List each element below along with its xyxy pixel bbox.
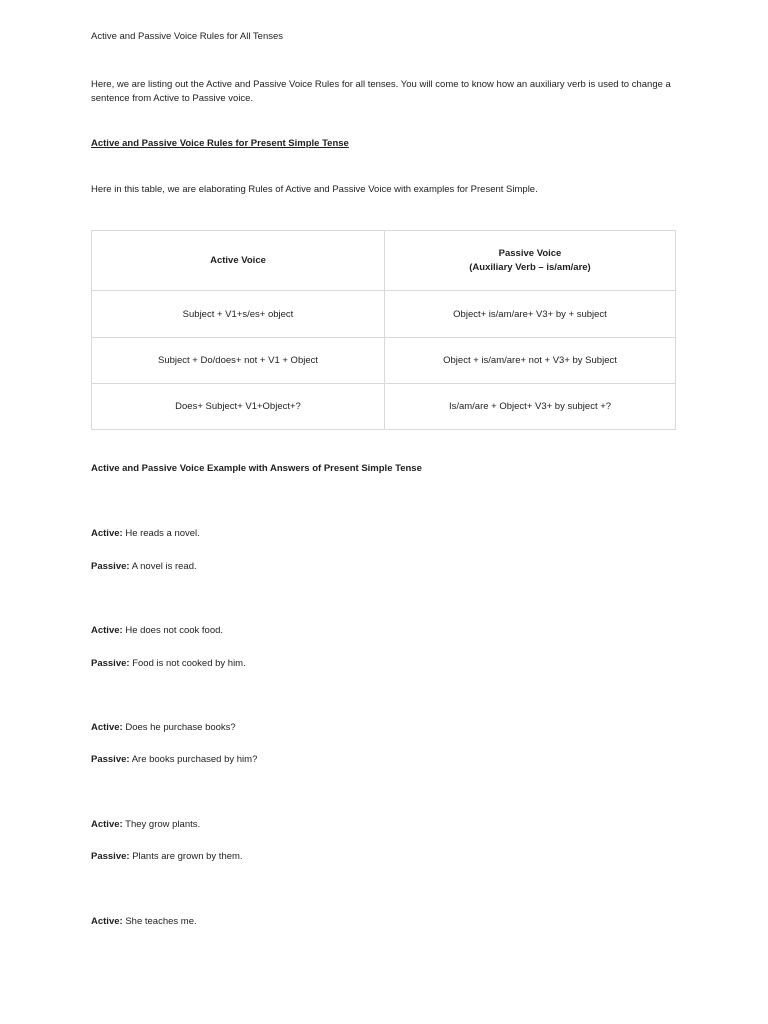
example-active-text: They grow plants. <box>125 819 201 830</box>
example-passive-text: Are books purchased by him? <box>131 754 258 765</box>
table-cell-active: Does+ Subject+ V1+Object+? <box>92 384 385 430</box>
example-active-line <box>91 625 223 636</box>
active-label: Active: <box>91 625 123 636</box>
intro-paragraph: Here, we are listing out the Active and Passive Voice Rules for all tenses. You will come to know how an auxiliary verb is used to change a sentence from Active to Passive voice. <box>91 79 671 104</box>
example-active-line <box>91 722 236 733</box>
table-cell-passive: Object + is/am/are+ not + V3+ by Subject <box>385 338 676 384</box>
example-passive-text: Plants are grown by them. <box>132 851 243 862</box>
active-label: Active: <box>91 819 123 830</box>
example-passive-text: Food is not cooked by him. <box>132 658 246 669</box>
example-passive-text: A novel is read. <box>131 561 197 572</box>
example-active-text: She teaches me. <box>125 916 197 927</box>
active-label: Active: <box>91 916 123 927</box>
document-title: Active and Passive Voice Rules for All Tenses <box>91 31 284 42</box>
table-cell-active: Subject + Do/does+ not + V1 + Object <box>92 338 385 384</box>
table-cell-active: Subject + V1+s/es+ object <box>92 291 385 338</box>
example-active-line <box>91 819 200 830</box>
example-active-line <box>91 916 197 927</box>
rules-table <box>91 230 676 430</box>
passive-label: Passive: <box>91 658 130 669</box>
passive-label: Passive: <box>91 561 130 572</box>
table-row <box>92 291 676 338</box>
active-label: Active: <box>91 528 123 539</box>
header-passive-subtitle: (Auxiliary Verb – is/am/are) <box>469 261 591 273</box>
example-active-line <box>91 528 200 539</box>
table-intro-paragraph: Here in this table, we are elaborating Rules of Active and Passive Voice with examples for Present Simple. <box>91 184 538 195</box>
active-label: Active: <box>91 722 123 733</box>
examples-heading: Active and Passive Voice Example with Answers of Present Simple Tense <box>91 463 422 474</box>
table-cell-passive: Is/am/are + Object+ V3+ by subject +? <box>385 384 676 430</box>
example-passive-line <box>91 754 257 765</box>
section-heading: Active and Passive Voice Rules for Present Simple Tense <box>91 138 349 149</box>
header-passive-title: Passive Voice <box>498 247 562 259</box>
table-row <box>92 384 676 430</box>
example-passive-line <box>91 561 197 572</box>
example-active-text: He reads a novel. <box>125 528 200 539</box>
header-active-voice: Active Voice <box>92 231 385 291</box>
table-header-row <box>92 231 676 291</box>
header-passive-voice <box>385 231 676 291</box>
passive-label: Passive: <box>91 754 130 765</box>
passive-label: Passive: <box>91 851 130 862</box>
table-cell-passive: Object+ is/am/are+ V3+ by + subject <box>385 291 676 338</box>
example-passive-line <box>91 658 246 669</box>
example-active-text: Does he purchase books? <box>125 722 236 733</box>
example-passive-line <box>91 851 243 862</box>
table-row <box>92 338 676 384</box>
example-active-text: He does not cook food. <box>125 625 224 636</box>
